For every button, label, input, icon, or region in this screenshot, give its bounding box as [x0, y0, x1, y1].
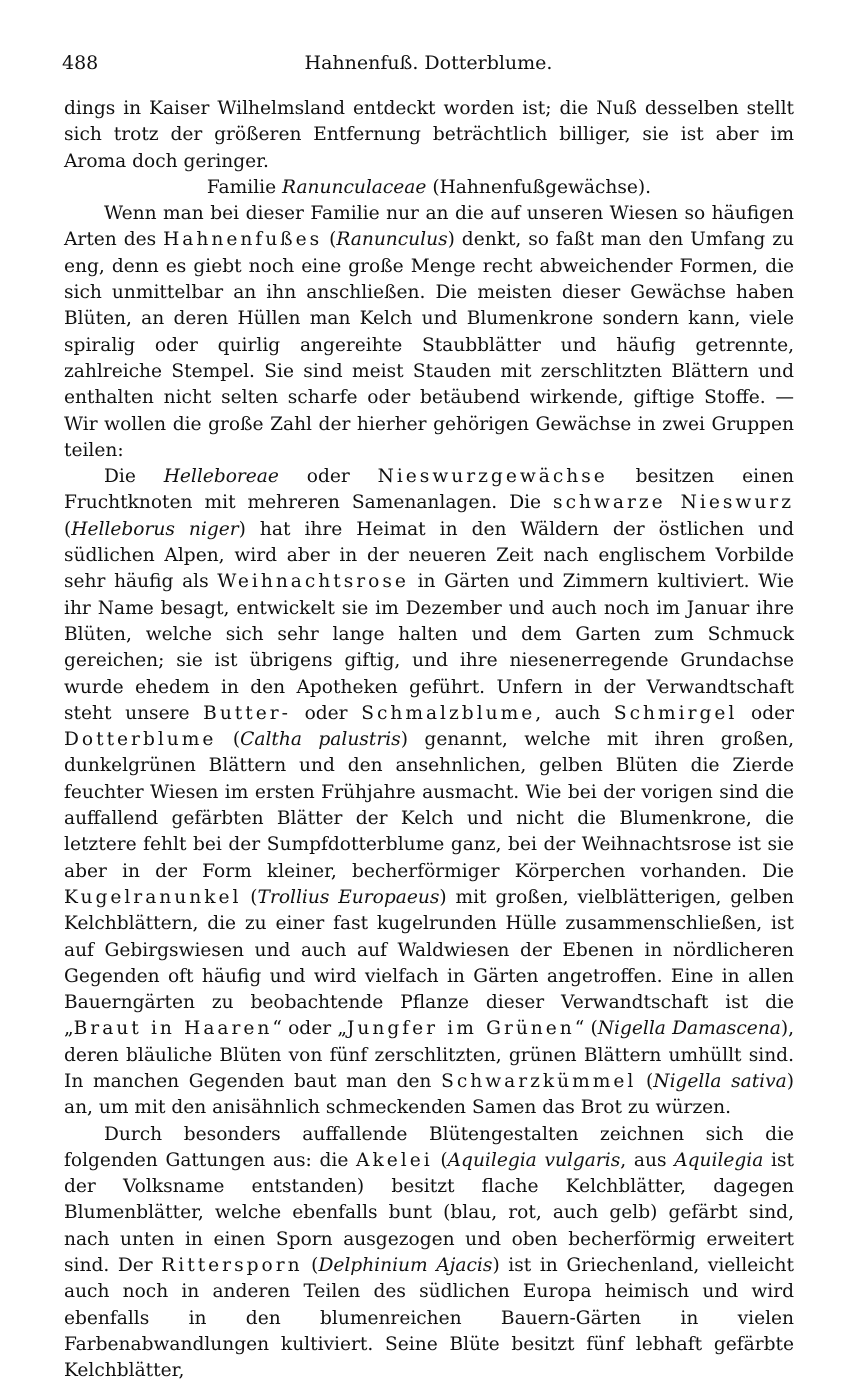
- paragraph-genera: [64, 1122, 794, 1385]
- spaced-term: Schmalzblume: [361, 702, 536, 724]
- spaced-term: Rittersporn: [161, 1255, 303, 1277]
- spaced-term: Butter-: [203, 702, 291, 724]
- text-run: besitzen einen Fruchtknoten mit mehreren Samenanlagen. Die: [64, 466, 794, 514]
- latin-name: Aquilegia: [674, 1149, 764, 1171]
- text-run: oder: [290, 702, 362, 724]
- page-number: 488: [62, 52, 99, 74]
- spaced-term: Jungfer im Grünen: [346, 1018, 575, 1040]
- spaced-term: Kugelranunkel: [64, 886, 242, 908]
- text-run: (: [636, 1070, 654, 1092]
- text-run: “ oder „: [272, 1018, 347, 1040]
- text-run: oder: [278, 466, 378, 488]
- spaced-term: Schmirgel: [613, 702, 738, 724]
- page-header: [62, 52, 795, 82]
- text-run: Wenn man bei dieser Familie nur an die auf unseren Wiesen so häufigen Arten des: [64, 203, 794, 251]
- paragraph-helleboreae: [64, 464, 794, 1121]
- text-run: dings in Kaiser Wilhelmsland entdeckt worden ist; die Nuß desselben stellt sich trotz der größeren Entfernung beträchtlich billiger, sie ist aber im Aroma doch geringer.: [64, 98, 794, 172]
- text-run: , auch: [535, 702, 614, 724]
- latin-name: Nigella sativa: [653, 1070, 787, 1092]
- text-run: Familie: [206, 176, 283, 198]
- text-run: , aus: [620, 1149, 675, 1171]
- latin-name: Caltha palustris: [240, 729, 401, 751]
- latin-name: Ranunculus: [336, 229, 448, 251]
- section-heading: [64, 175, 794, 201]
- spaced-term: schwarze Nieswurz: [553, 492, 794, 514]
- text-run: ist der Volksname entstanden) besitzt flache Kelchblätter, dagegen Blumenblätter, welche ebenfalls bunt (blau, rot, auch gelb) gefärbt sind, nach unten in einen Sporn ausgezogen und oben becherförmig erweitert sind. Der: [64, 1149, 794, 1277]
- text-run: (: [216, 729, 241, 751]
- text-run: (: [322, 229, 337, 251]
- text-run: (: [432, 1149, 448, 1171]
- text-run: (: [64, 518, 72, 540]
- spaced-term: Hahnenfußes: [163, 229, 323, 251]
- text-run: ) genannt, welche mit ihren großen, dunkelgrünen Blättern und den ansehnlichen, gelben Blüten die Zierde feuchter Wiesen im ersten Frühjahre ausmacht. Wie bei der vorigen sind die auffallend gefärbten Blätter der Kelch und nicht die Blumenkrone, die letztere fehlt bei der Sumpfdotterblume ganz, bei der Weihnachtsrose ist sie aber in der Form kleiner, becherförmiger Körperchen vorhanden. Die: [64, 729, 794, 882]
- text-run: Durch besonders auffallende Blütengestalten zeichnen sich die folgenden Gattungen aus: die: [64, 1123, 794, 1171]
- latin-name: Helleborus niger: [71, 518, 239, 540]
- latin-name: Delphinium Ajacis: [318, 1255, 493, 1277]
- text-run: ) ist in Griechenland, vielleicht auch noch in anderen Teilen des südlichen Europa heimisch und wird ebenfalls in den blumenreichen Bauern-Gärten in vielen Farbenabwandlungen kultiviert. Seine Blüte besitzt fünf lebhaft gefärbte Kelchblätter,: [64, 1255, 794, 1382]
- spaced-term: Braut in Haaren: [73, 1018, 273, 1040]
- latin-name: Trollius Europaeus: [257, 886, 440, 908]
- latin-name: Nigella Damascena: [597, 1018, 781, 1040]
- text-run: oder: [737, 702, 794, 724]
- latin-name: Helleboreae: [163, 466, 279, 488]
- spaced-term: Dotterblume: [64, 729, 217, 751]
- latin-name: Ranunculaceae: [282, 176, 427, 198]
- spaced-term: Schwarzkümmel: [441, 1070, 637, 1092]
- page-body: [64, 96, 794, 1385]
- text-run: ) hat ihre Heimat in den Wäldern der östlichen und südlichen Alpen, wird aber in der neueren Zeit nach englischem Vorbilde sehr häufig als: [64, 518, 794, 593]
- text-run: ) denkt, so faßt man den Umfang zu eng, denn es giebt noch eine große Menge recht abweichender Formen, die sich unmittelbar an ihn anschließen. Die meisten dieser Gewächse haben Blüten, an deren Hüllen man Kelch und Blumenkrone sondern kann, viele spiralig oder quirlig angereihte Staubblätter und häufig getrennte, zahlreiche Stempel. Sie sind meist Stauden mit zerschlitzten Blättern und enthalten nicht selten scharfe oder betäubend wirkende, giftige Stoffe. — Wir wollen die große Zahl der hierher gehörigen Gewächse in zwei Gruppen teilen:: [64, 229, 794, 461]
- text-run: ), deren bläuliche Blüten von fünf zerschlitzten, grünen Blättern umhüllt sind. In manchen Gegenden baut man den: [64, 1018, 794, 1092]
- text-run: in Gärten und Zimmern kultiviert. Wie ihr Name besagt, entwickelt sie im Dezember und auch noch im Januar ihre Blüten, welche sich sehr lange halten und dem Garten zum Schmuck gereichen; sie ist übrigens giftig, und ihre niesenerregende Grundachse wurde ehedem in den Apotheken geführt. Unfern in der Verwandtschaft steht unsere: [64, 571, 794, 724]
- running-title: Hahnenfuß. Dotterblume.: [304, 52, 553, 74]
- paragraph-intro: [64, 201, 794, 464]
- text-run: (: [302, 1255, 319, 1277]
- text-run: ) mit großen, vielblätterigen, gelben Kelchblättern, die zu einer fast kugelrunden Hülle zusammenschließen, ist auf Gebirgswiesen und auch auf Waldwiesen der Ebenen in nördlicheren Gegenden oft häufig und wird vielfach in Gärten angetroffen. Eine in allen Bauerngärten zu beobachtende Pflanze dieser Verwandtschaft ist die „: [64, 886, 794, 1040]
- latin-name: Aquilegia vulgaris: [447, 1149, 621, 1171]
- text-run: (: [241, 886, 258, 908]
- spaced-term: Weihnachtsrose: [217, 571, 409, 593]
- spaced-term: Akelei: [356, 1149, 433, 1171]
- text-run: ) an, um mit den anisähnlich schmeckenden Samen das Brot zu würzen.: [64, 1070, 794, 1119]
- paragraph-continuation: [64, 96, 794, 175]
- spaced-term: Nieswurzgewächse: [377, 466, 608, 488]
- text-run: (Hahnenfußgewächse).: [426, 176, 652, 198]
- text-run: Die: [104, 466, 164, 488]
- text-run: “ (: [574, 1018, 598, 1040]
